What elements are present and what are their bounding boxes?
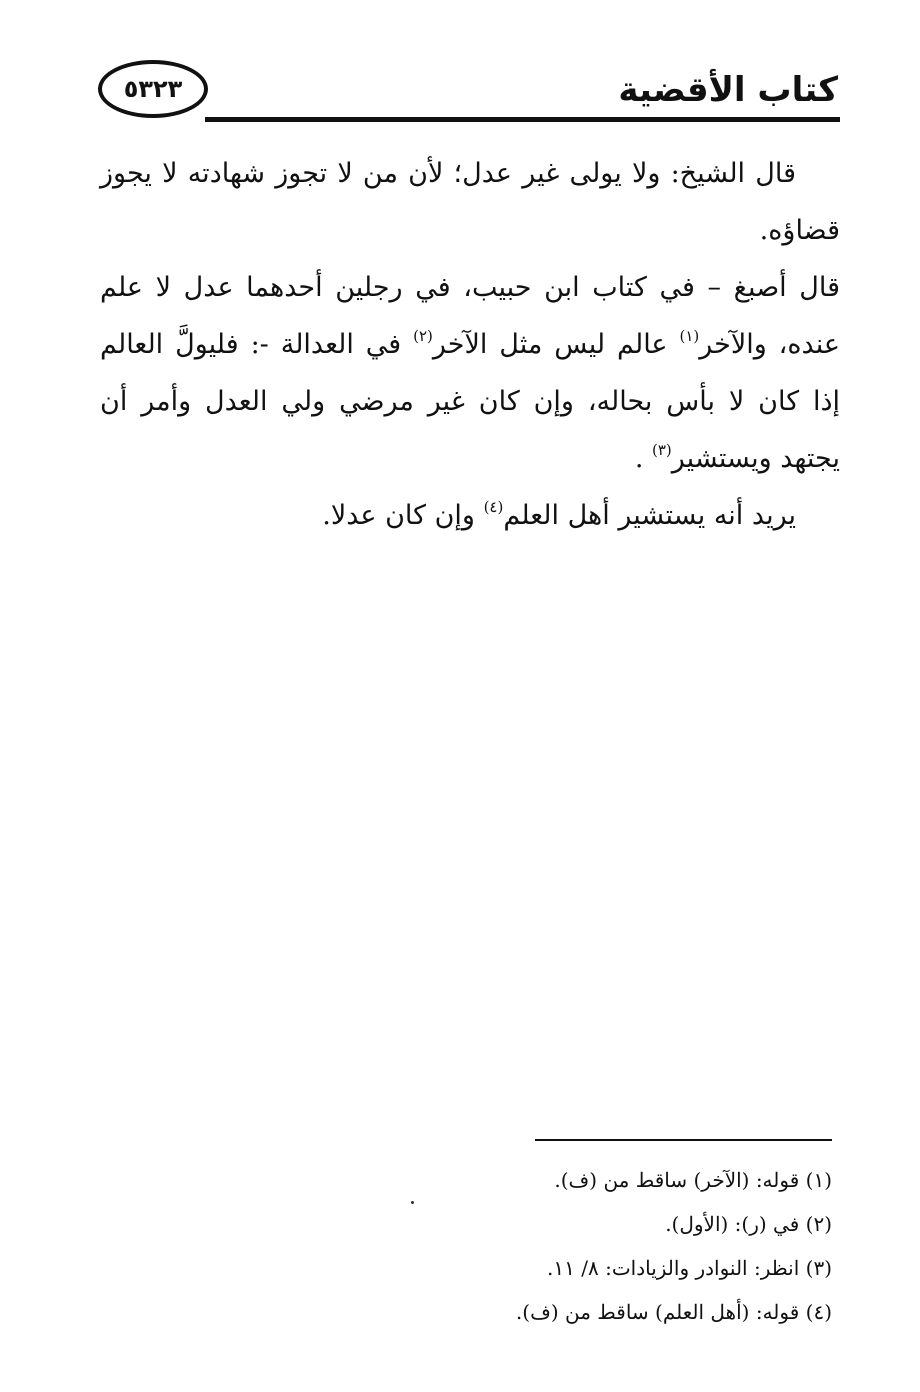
- page-number: ٥٣٢٣: [123, 75, 183, 103]
- footnote-marker-2: (٢): [413, 327, 433, 345]
- footnote-2: (٢) في (ر): (الأول).: [665, 1212, 832, 1236]
- footnote-marker-3: (٣): [652, 441, 672, 459]
- paragraph-2-part-b: عالم ليس مثل الآخر: [432, 329, 668, 360]
- paragraph-2-part-d: .: [634, 443, 644, 474]
- running-header-title: كتاب الأقضية: [618, 70, 838, 110]
- paragraph-1: قال الشيخ: ولا يولى غير عدل؛ لأن من لا تجوز شهادته لا يجوز قضاؤه.: [100, 158, 840, 246]
- footnote-4: (٤) قوله: (أهل العلم) ساقط من (ف).: [515, 1300, 832, 1324]
- paragraph-2-part-a: قال أصبغ – في كتاب ابن حبيب، في رجلين أحدهما عدل لا علم عنده، والآخر: [100, 272, 840, 360]
- main-text: [100, 145, 840, 544]
- footnotes: [380, 1158, 832, 1334]
- paragraph-2-part-c: في العدالة -: فليولَّ العالم إذا كان لا بأس بحاله، وإن كان غير مرضي ولي العدل وأمر أن يجتهد ويستشير: [100, 329, 840, 474]
- page-number-badge: [98, 60, 208, 118]
- footnote-1: (١) قوله: (الآخر) ساقط من (ف).: [554, 1168, 832, 1192]
- paragraph-3-part-a: يريد أنه يستشير أهل العلم: [503, 500, 796, 531]
- header-rule: [205, 117, 840, 122]
- paragraph-2: [100, 259, 840, 487]
- footnote-3: (٣) انظر: النوادر والزيادات: ٨/ ١١.: [547, 1256, 832, 1280]
- footnote-marker-4: (٤): [483, 498, 504, 516]
- paragraph-3-part-b: وإن كان عدلا.: [322, 500, 475, 531]
- footnote-marker-1: (١): [679, 327, 700, 345]
- footnote-separator: [535, 1139, 832, 1141]
- paragraph-3: [100, 487, 840, 544]
